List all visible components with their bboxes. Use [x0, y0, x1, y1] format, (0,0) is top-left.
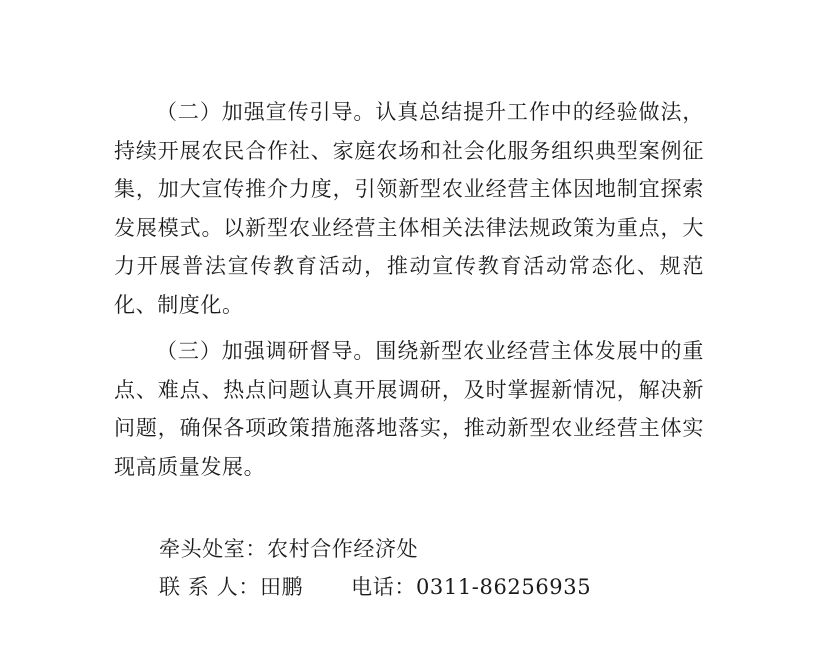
contact-person-line: [159, 572, 591, 602]
paragraph-research-supervision: （三）加强调研督导。围绕新型农业经营主体发展中的重点、难点、热点问题认真开展调研，及时掌握新情况，解决新问题，确保各项政策措施落地落实，推动新型农业经营主体实现高质量发展。: [114, 339, 704, 479]
contact-person-label: 联 系 人：: [159, 575, 260, 599]
lead-office-label: 牵头处室：: [159, 537, 267, 561]
phone-value: 0311-86256935: [415, 575, 592, 599]
contact-person-value: 田鹏: [259, 575, 304, 599]
phone-label: 电话：: [351, 575, 416, 599]
lead-office-line: [159, 534, 418, 564]
lead-office-value: 农村合作经济处: [267, 537, 419, 561]
paragraph-publicity-guidance: （二）加强宣传引导。认真总结提升工作中的经验做法，持续开展农民合作社、家庭农场和社会化服务组织典型案例征集，加大宣传推介力度，引领新型农业经营主体因地制宜探索发展模式。以新型农业经营主体相关法律法规政策为重点，大力开展普法宣传教育活动，推动宣传教育活动常态化、规范化、制度化。: [114, 100, 704, 317]
